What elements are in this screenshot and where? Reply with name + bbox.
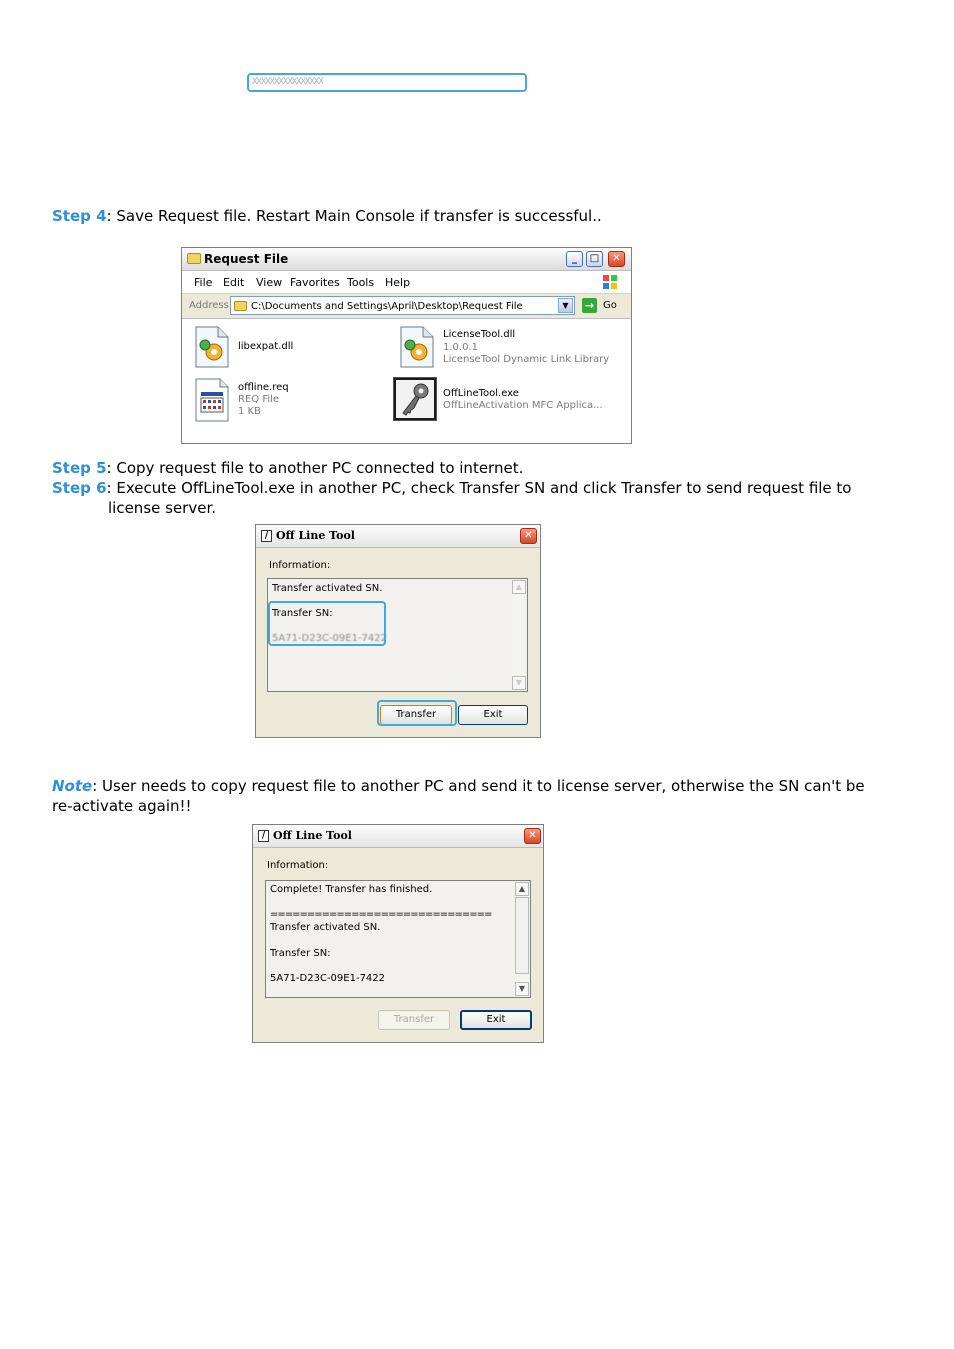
explorer-menu-bar [182,271,631,294]
note-paragraph-continued [52,796,192,816]
step6-text-continued: license server. [108,499,217,517]
file-name: offline.req [238,382,289,393]
file-item-libexpat[interactable] [192,324,382,370]
file-version: 1.0.0.1 [443,342,478,353]
step6-text: : Execute OffLineTool.exe in another PC, check Transfer SN and click Transfer to send request file to [106,479,852,497]
info-line: Transfer activated SN. [270,922,381,933]
step6-label: Step 6 [52,479,107,497]
dll-gear-icon [194,326,230,368]
address-dropdown-icon[interactable]: ▼ [558,298,573,313]
step5-paragraph [52,458,523,478]
go-arrow-icon: → [582,298,597,313]
menu-edit[interactable]: Edit [223,276,245,289]
file-description: OffLineActivation MFC Applica... [443,400,603,411]
file-description: LicenseTool Dynamic Link Library [443,354,610,365]
information-textbox[interactable] [265,880,531,998]
transfer-button[interactable]: Transfer [378,1010,450,1030]
scroll-down-icon[interactable]: ▼ [515,982,529,996]
note-text: : User needs to copy request file to another PC and send it to license server, otherwise the SN can't be [92,777,865,795]
step6-paragraph [52,478,922,498]
explorer-title: Request File [204,252,289,266]
close-button[interactable]: ✕ [608,251,625,267]
dialog1-title-bar [256,525,540,548]
information-label: Information: [269,560,331,571]
close-button[interactable]: ✕ [524,828,541,844]
file-name: LicenseTool.dll [443,329,516,340]
info-line-serial: 5A71-D23C-09E1-7422 [272,633,388,644]
step4-paragraph [52,206,602,226]
exit-button[interactable]: Exit [458,705,528,725]
exit-button[interactable]: Exit [460,1010,532,1030]
info-line: Complete! Transfer has finished. [270,884,433,895]
app-icon: / [258,830,269,842]
step5-text: : Copy request file to another PC connected to internet. [106,459,524,477]
key-app-icon [393,377,437,421]
note-paragraph [52,776,932,796]
info-line: ============================== [270,909,492,920]
menu-view[interactable]: View [256,276,283,289]
address-bar [182,294,631,319]
vertical-scrollbar[interactable] [512,580,526,690]
minimize-button[interactable]: _ [566,251,583,267]
info-line: Transfer SN: [270,948,331,959]
info-line: Transfer activated SN. [272,583,383,594]
note-label: Note [52,777,93,795]
app-icon: / [261,530,272,542]
dialog1-title: Off Line Tool [276,529,355,542]
masked-serial-text: XXXXXXXXXXXXXXXX [252,77,323,87]
go-button[interactable] [581,297,629,315]
file-name: OffLineTool.exe [443,388,519,399]
vertical-scrollbar[interactable] [515,882,529,996]
menu-file[interactable]: File [194,276,213,289]
windows-logo-icon [602,274,618,290]
req-file-icon [194,378,230,422]
close-button[interactable]: ✕ [520,528,537,544]
address-folder-icon [234,301,247,311]
file-name: libexpat.dll [238,341,294,352]
dialog2-title: Off Line Tool [273,829,352,842]
masked-serial-field [247,73,527,92]
step4-text: : Save Request file. Restart Main Console if transfer is successful.. [106,207,602,225]
go-label: Go [603,300,617,311]
transfer-button-highlight [377,700,457,726]
step5-label: Step 5 [52,459,107,477]
explorer-title-bar [182,248,631,271]
menu-favorites[interactable]: Favorites [290,276,340,289]
offline-tool-dialog-1 [255,524,541,738]
information-label: Information: [267,860,329,871]
dialog2-title-bar [253,825,543,848]
folder-icon [187,253,201,264]
dll-gear-icon [399,326,435,368]
scroll-thumb[interactable] [515,897,529,974]
file-size: 1 KB [238,406,261,417]
scroll-up-icon[interactable]: ▲ [515,882,529,896]
file-item-licensetool-dll[interactable] [397,324,627,370]
file-type: REQ File [238,394,280,405]
scroll-up-icon[interactable]: ▲ [512,580,526,594]
menu-tools[interactable]: Tools [347,276,375,289]
step4-label: Step 4 [52,207,107,225]
address-value: C:\Documents and Settings\April\Desktop\Request File [251,301,523,312]
scroll-down-icon[interactable]: ▼ [512,676,526,690]
offline-tool-dialog-2 [252,824,544,1043]
address-input[interactable] [230,296,575,315]
file-item-offlinetool-exe[interactable] [392,376,627,424]
step6-paragraph-continued [108,498,216,518]
info-line-serial: 5A71-D23C-09E1-7422 [270,973,386,984]
info-line: Transfer SN: [272,608,333,619]
address-label: Address [189,300,229,311]
transfer-button[interactable]: Transfer [380,705,452,725]
transfer-sn-highlight [268,601,386,646]
maximize-button[interactable]: □ [586,251,603,267]
explorer-window [181,247,632,444]
menu-help[interactable]: Help [385,276,411,289]
file-item-offline-req[interactable] [192,376,382,424]
note-text-continued: re-activate again!! [52,797,192,815]
